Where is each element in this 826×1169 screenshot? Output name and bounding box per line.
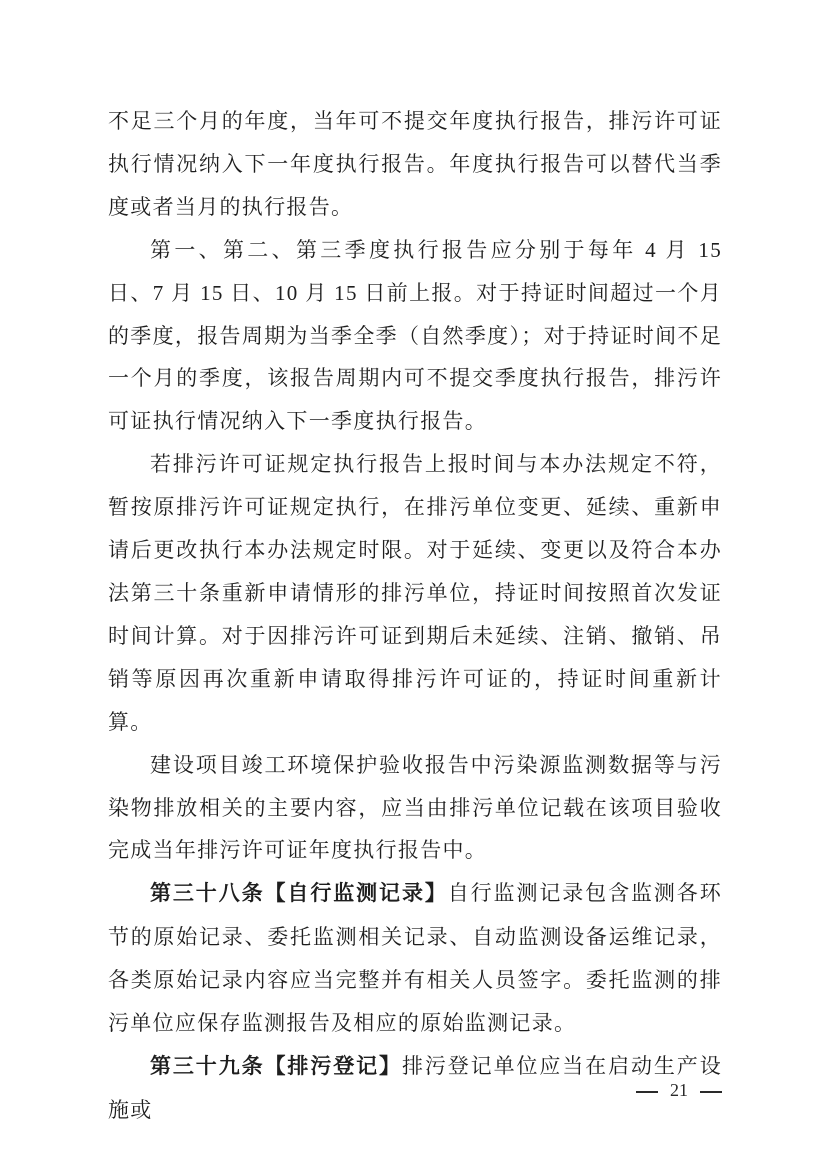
paragraph [108, 744, 722, 873]
document-body [108, 100, 722, 1132]
page-footer [636, 1080, 722, 1101]
article-heading: 第三十九条【排污登记】 [150, 1054, 402, 1078]
footer-dash-left [636, 1091, 658, 1093]
paragraph [108, 100, 722, 229]
paragraph-text: 不足三个月的年度，当年可不提交年度执行报告，排污许可证执行情况纳入下一年度执行报告。年度执行报告可以替代当季度或者当月的执行报告。 [108, 109, 722, 219]
paragraph-text: 建设项目竣工环境保护验收报告中污染源监测数据等与污染物排放相关的主要内容，应当由排污单位记载在该项目验收完成当年排污许可证年度执行报告中。 [108, 752, 722, 863]
paragraph [108, 872, 722, 1045]
article-heading: 第三十八条【自行监测记录】 [150, 882, 448, 906]
paragraph-text: 若排污许可证规定执行报告上报时间与本办法规定不符，暂按原排污许可证规定执行，在排污单位变更、延续、重新申请后更改执行本办法规定时限。对于延续、变更以及符合本办法第三十条重新申请情形的排污单位，持证时间按照首次发证时间计算。对于因排污许可证到期后未延续、注销、撤销、吊销等原因再次重新申请取得排污许可证的，持证时间重新计算。 [108, 452, 722, 734]
page-number: 21 [670, 1080, 688, 1100]
paragraph-text: 第一、第二、第三季度执行报告应分别于每年 4 月 15 日、7 月 15 日、10 月 15 日前上报。对于持证时间超过一个月的季度，报告周期为当季全季（自然季度）；对于持证时间不足一个月的季度，该报告周期内可不提交季度执行报告，排污许可证执行情况纳入下一季度执行报告。 [108, 237, 722, 434]
paragraph-text: 排污登记单位应当在启动生产设施或 [108, 1053, 722, 1122]
paragraph [108, 229, 722, 444]
paragraph-text: 自行监测记录包含监测各环节的原始记录、委托监测相关记录、自动监测设备运维记录，各类原始记录内容应当完整并有相关人员签字。委托监测的排污单位应保存监测报告及相应的原始监测记录。 [108, 881, 722, 1036]
paragraph [108, 1045, 722, 1132]
footer-dash-right [700, 1091, 722, 1093]
paragraph [108, 443, 722, 743]
